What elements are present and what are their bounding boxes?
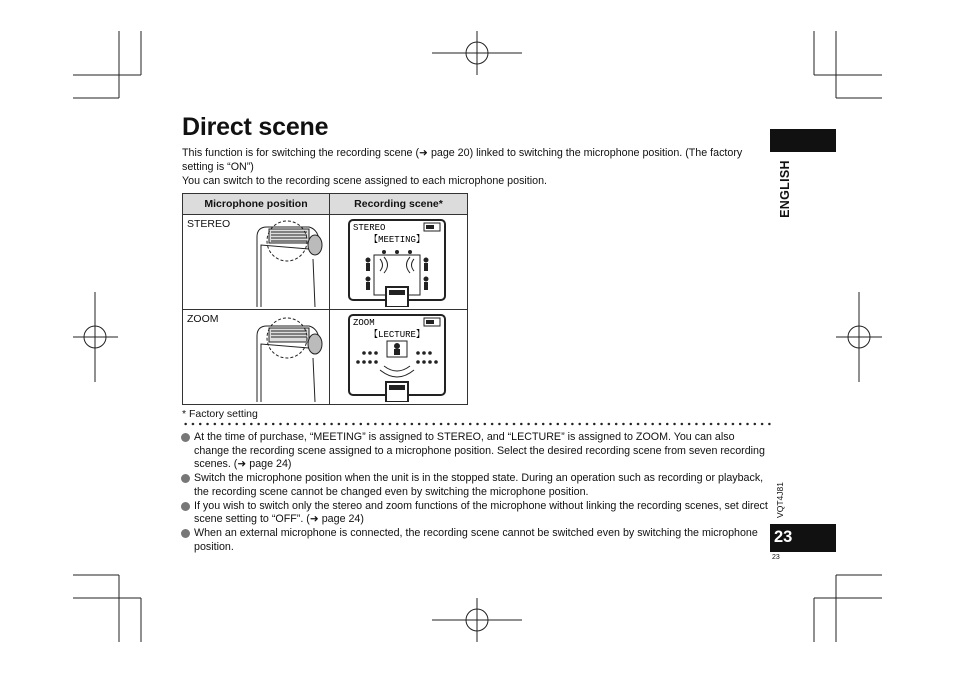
cell-stereo-position xyxy=(183,215,330,310)
notes-list xyxy=(181,431,771,554)
language-label: ENGLISH xyxy=(778,160,792,218)
bullet-icon xyxy=(181,433,190,442)
page-title: Direct scene xyxy=(182,113,329,141)
note-item xyxy=(181,527,771,554)
position-label-stereo: STEREO xyxy=(187,218,231,230)
doc-code xyxy=(770,478,790,523)
header-recording-scene: Recording scene* xyxy=(330,194,468,215)
lcd-mode-zoom: ZOOM xyxy=(353,318,375,328)
doc-code-label: VQT4J81 xyxy=(775,482,785,518)
bullet-icon xyxy=(181,474,190,483)
dotted-divider xyxy=(182,421,772,427)
lcd-lecture-illustration xyxy=(348,314,448,402)
bullet-icon xyxy=(181,529,190,538)
intro-line-2: You can switch to the recording scene assigned to each microphone position. xyxy=(182,174,547,187)
note-text: When an external microphone is connected, the recording scene cannot be switched even by switching the microphone position. xyxy=(194,526,758,553)
lcd-meeting-illustration xyxy=(348,219,448,307)
recorder-zoom-illustration xyxy=(247,314,329,402)
lcd-mode-stereo: STEREO xyxy=(353,223,386,233)
cell-zoom-scene xyxy=(330,310,468,405)
recorder-stereo-illustration xyxy=(247,219,329,307)
note-item xyxy=(181,431,771,472)
bullet-icon xyxy=(181,502,190,511)
note-text: At the time of purchase, “MEETING” is assigned to STEREO, and “LECTURE” is assigned to ZOOM. You can also change the recording scene assigned to a microphone position. Select the desired recording scene from seven recording scenes. (➜ page 24) xyxy=(194,431,765,471)
cell-stereo-scene xyxy=(330,215,468,310)
cell-zoom-position xyxy=(183,310,330,405)
note-item xyxy=(181,500,771,527)
page-number: 23 xyxy=(774,528,793,546)
note-item xyxy=(181,472,771,499)
lcd-scene-meeting: 【MEETING】 xyxy=(369,235,425,245)
intro-line-1: This function is for switching the recording scene (➜ page 20) linked to switching the microphone position. (The factory setting is “ON”) xyxy=(182,147,743,173)
position-label-zoom: ZOOM xyxy=(187,313,219,325)
language-tab xyxy=(770,158,800,220)
page-number-small: 23 xyxy=(772,554,780,561)
page-number-box xyxy=(770,524,836,552)
footnote: * Factory setting xyxy=(182,408,258,420)
note-text: If you wish to switch only the stereo and zoom functions of the microphone without linking the recording scenes, set direct scene setting to “OFF”. (➜ page 24) xyxy=(194,499,768,526)
scene-table xyxy=(182,193,468,405)
note-text: Switch the microphone position when the unit is in the stopped state. During an operation such as recording or playback, the recording scene cannot be changed even by switching the microphone position. xyxy=(194,472,764,498)
intro-text xyxy=(182,147,752,188)
lcd-scene-lecture: 【LECTURE】 xyxy=(369,330,425,340)
header-microphone-position: Microphone position xyxy=(183,194,330,215)
sidebar-top-bar xyxy=(770,129,836,152)
